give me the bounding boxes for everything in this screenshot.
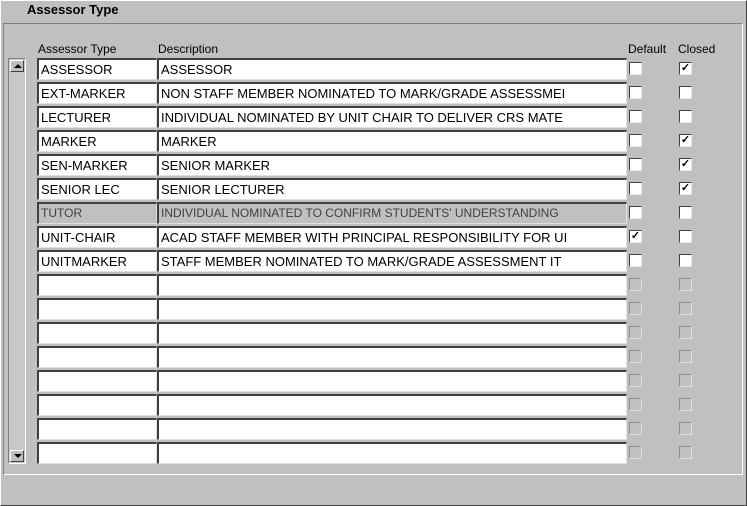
- record-row: [0, 82, 747, 106]
- header-assessor-type: Assessor Type: [38, 42, 117, 56]
- default-checkbox[interactable]: ✓: [630, 230, 641, 242]
- description-field[interactable]: MARKER: [157, 130, 627, 152]
- assessor-type-field[interactable]: UNITMARKER: [37, 250, 157, 272]
- closed-checkbox[interactable]: [679, 374, 692, 387]
- assessor-type-field[interactable]: [37, 346, 157, 368]
- record-row: [0, 346, 747, 370]
- record-row: [0, 322, 747, 346]
- default-checkbox[interactable]: [629, 134, 642, 147]
- assessor-type-field[interactable]: UNIT-CHAIR: [37, 226, 157, 248]
- description-field[interactable]: [157, 370, 627, 392]
- record-row: [0, 106, 747, 130]
- header-closed: Closed: [678, 42, 716, 56]
- record-row: [0, 250, 747, 274]
- default-checkbox[interactable]: [629, 350, 642, 363]
- description-field[interactable]: [157, 322, 627, 344]
- record-row: [0, 58, 747, 82]
- record-row: [0, 154, 747, 178]
- assessor-type-field[interactable]: TUTOR: [37, 202, 157, 224]
- record-row: [0, 130, 747, 154]
- closed-checkbox[interactable]: [679, 446, 692, 459]
- record-row: [0, 226, 747, 250]
- closed-checkbox[interactable]: ✓: [680, 62, 691, 74]
- default-checkbox[interactable]: [629, 302, 642, 315]
- record-row: [0, 394, 747, 418]
- description-field[interactable]: [157, 346, 627, 368]
- description-field[interactable]: SENIOR MARKER: [157, 154, 627, 176]
- record-row: [0, 298, 747, 322]
- closed-checkbox[interactable]: [679, 350, 692, 363]
- closed-checkbox[interactable]: [679, 398, 692, 411]
- default-checkbox[interactable]: [629, 278, 642, 291]
- closed-checkbox[interactable]: [679, 254, 692, 267]
- description-field[interactable]: [157, 394, 627, 416]
- description-field[interactable]: ASSESSOR: [157, 58, 627, 80]
- header-default: Default: [628, 42, 667, 56]
- header-description: Description: [158, 42, 219, 56]
- description-field[interactable]: SENIOR LECTURER: [157, 178, 627, 200]
- closed-checkbox[interactable]: ✓: [680, 134, 691, 146]
- default-checkbox[interactable]: [629, 374, 642, 387]
- assessor-type-field[interactable]: LECTURER: [37, 106, 157, 128]
- default-checkbox[interactable]: [629, 182, 642, 195]
- default-checkbox[interactable]: [629, 206, 642, 219]
- default-checkbox[interactable]: [629, 110, 642, 123]
- assessor-type-field[interactable]: [37, 370, 157, 392]
- assessor-type-field[interactable]: [37, 442, 157, 464]
- closed-checkbox[interactable]: ✓: [680, 182, 691, 194]
- assessor-type-field[interactable]: ASSESSOR: [37, 58, 157, 80]
- assessor-type-field[interactable]: MARKER: [37, 130, 157, 152]
- description-field[interactable]: NON STAFF MEMBER NOMINATED TO MARK/GRADE ASSESSMEI: [157, 82, 627, 104]
- closed-checkbox[interactable]: ✓: [680, 158, 691, 170]
- closed-checkbox[interactable]: [679, 302, 692, 315]
- description-field[interactable]: [157, 274, 627, 296]
- default-checkbox[interactable]: [629, 158, 642, 171]
- description-field[interactable]: [157, 298, 627, 320]
- record-row: [0, 418, 747, 442]
- closed-checkbox[interactable]: [679, 206, 692, 219]
- description-field[interactable]: ACAD STAFF MEMBER WITH PRINCIPAL RESPONSIBILITY FOR UI: [157, 226, 627, 248]
- closed-checkbox[interactable]: [679, 326, 692, 339]
- record-row: [0, 442, 747, 466]
- closed-checkbox[interactable]: [679, 86, 692, 99]
- record-row: [0, 202, 747, 226]
- record-row: [0, 274, 747, 298]
- default-checkbox[interactable]: [629, 398, 642, 411]
- description-field[interactable]: INDIVIDUAL NOMINATED TO CONFIRM STUDENTS' UNDERSTANDING: [157, 202, 627, 224]
- record-row: [0, 370, 747, 394]
- assessor-type-field[interactable]: EXT-MARKER: [37, 82, 157, 104]
- assessor-type-field[interactable]: [37, 394, 157, 416]
- default-checkbox[interactable]: [629, 446, 642, 459]
- closed-checkbox[interactable]: [679, 110, 692, 123]
- description-field[interactable]: [157, 418, 627, 440]
- assessor-type-field[interactable]: SEN-MARKER: [37, 154, 157, 176]
- default-checkbox[interactable]: [629, 254, 642, 267]
- assessor-type-field[interactable]: [37, 298, 157, 320]
- assessor-type-field[interactable]: [37, 274, 157, 296]
- record-row: [0, 178, 747, 202]
- closed-checkbox[interactable]: [679, 278, 692, 291]
- description-field[interactable]: INDIVIDUAL NOMINATED BY UNIT CHAIR TO DELIVER CRS MATE: [157, 106, 627, 128]
- default-checkbox[interactable]: [629, 422, 642, 435]
- default-checkbox[interactable]: [629, 326, 642, 339]
- closed-checkbox[interactable]: [679, 230, 692, 243]
- description-field[interactable]: STAFF MEMBER NOMINATED TO MARK/GRADE ASSESSMENT IT: [157, 250, 627, 272]
- closed-checkbox[interactable]: [679, 422, 692, 435]
- assessor-type-field[interactable]: [37, 322, 157, 344]
- default-checkbox[interactable]: [629, 86, 642, 99]
- block-title: Assessor Type: [27, 2, 119, 17]
- default-checkbox[interactable]: [629, 62, 642, 75]
- description-field[interactable]: [157, 442, 627, 464]
- assessor-type-field[interactable]: [37, 418, 157, 440]
- assessor-type-field[interactable]: SENIOR LEC: [37, 178, 157, 200]
